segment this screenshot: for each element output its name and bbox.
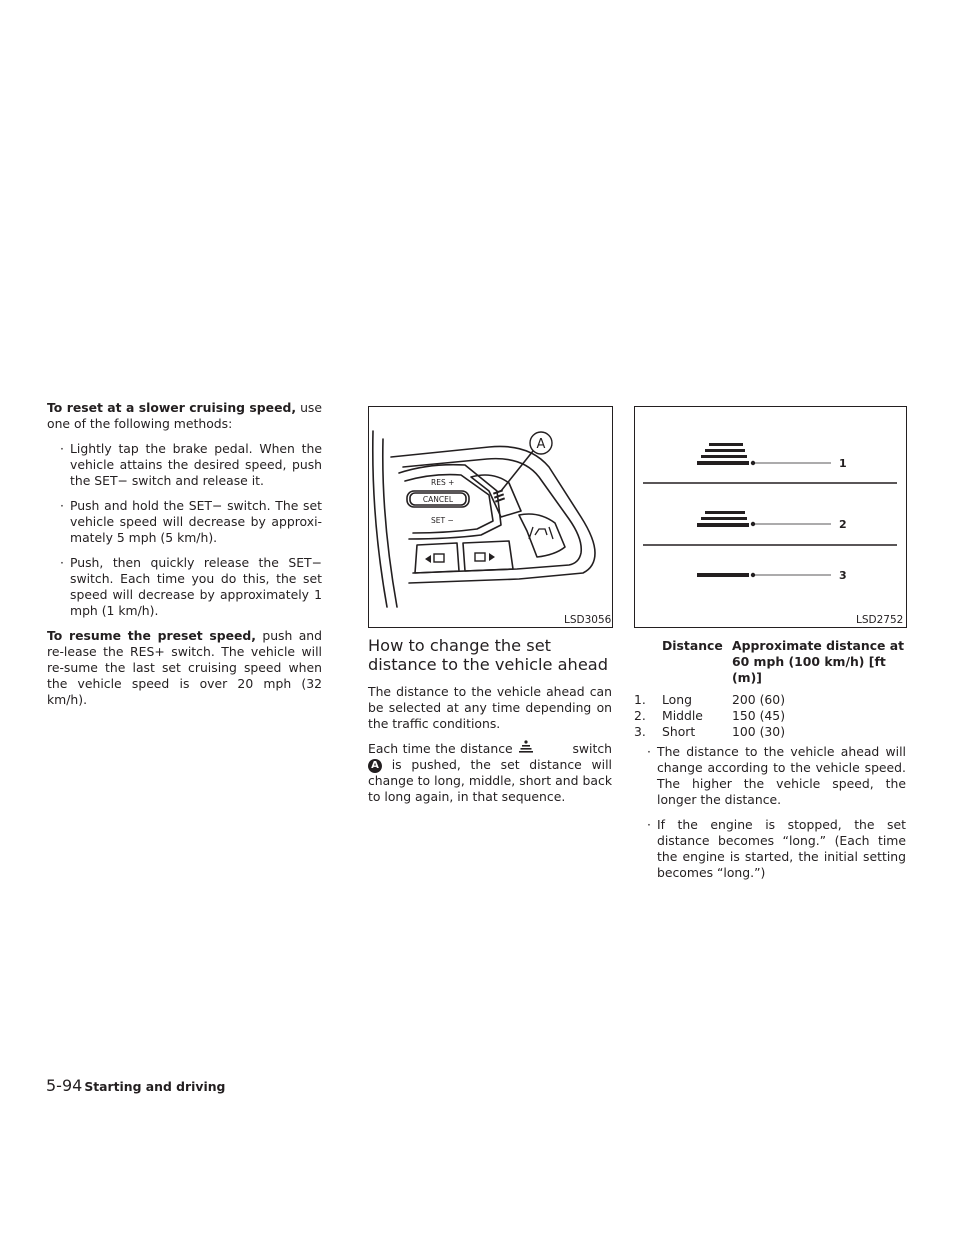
bullet-text: Push and hold the SET− switch. The set vehicle speed will decrease by approxi-mately 5 mph (5 km/h).	[70, 498, 322, 545]
display-right-icon	[475, 553, 495, 561]
reset-slower-text: use one of the following methods:	[47, 400, 323, 431]
table-row	[634, 692, 906, 708]
page-footer	[46, 1076, 225, 1095]
bullet-mark: ·	[60, 555, 64, 570]
bullet-item	[47, 498, 322, 546]
bullet-mark: ·	[60, 498, 64, 513]
figure-code: LSD3056	[564, 614, 612, 626]
column-right	[634, 638, 906, 890]
distance-icon	[517, 740, 535, 754]
marker-long: 1	[839, 457, 847, 470]
resume-preset-heading: To resume the preset speed,	[47, 628, 257, 643]
bullet-item	[47, 555, 322, 619]
distance-switch-icon	[493, 489, 505, 502]
switch-text-b: switch	[572, 741, 612, 756]
paragraph-distance-select: The distance to the vehicle ahead can be selected at any time depending on the traffic conditions.	[368, 684, 612, 731]
bullet-item	[634, 744, 906, 808]
section-heading: How to change the set distance to the vehicle ahead	[368, 636, 608, 674]
row-number: 3.	[634, 724, 646, 739]
figure-distance-levels	[634, 406, 907, 628]
row-name: Middle	[662, 708, 703, 723]
reset-slower-heading: To reset at a slower cruising speed,	[47, 400, 297, 415]
column-middle	[368, 636, 612, 814]
marker-middle: 2	[839, 518, 847, 531]
figure-code: LSD2752	[856, 614, 904, 626]
column-left	[47, 400, 322, 717]
row-value: 100 (30)	[732, 724, 786, 739]
table-row	[634, 724, 906, 740]
page-number: 5-94	[46, 1076, 83, 1095]
distance-table	[634, 638, 906, 740]
bullet-mark: ·	[60, 441, 64, 456]
bullet-text: Push, then quickly release the SET− switch. Each time you do this, the set speed will decrease by approximately 1 mph (1 km/h).	[70, 555, 322, 618]
table-header-distance: Distance	[662, 638, 723, 653]
row-number: 2.	[634, 708, 646, 723]
marker-short: 3	[839, 569, 847, 582]
paragraph-resume-preset	[47, 628, 322, 708]
paragraph-distance-switch	[368, 741, 612, 805]
display-left-icon	[425, 554, 444, 563]
row-value: 200 (60)	[732, 692, 786, 707]
bullet-mark: ·	[647, 817, 651, 832]
bullet-mark: ·	[647, 744, 651, 759]
bullet-text: The distance to the vehicle ahead will change according to the vehicle speed. The higher the vehicle speed, the longer the distance.	[657, 744, 906, 807]
row-number: 1.	[634, 692, 646, 707]
row-name: Short	[662, 724, 696, 739]
distance-levels-illustration	[635, 407, 906, 627]
bullet-text: If the engine is stopped, the set distance becomes “long.” (Each time the engine is started, the initial setting becomes “long.”)	[657, 817, 906, 880]
res-label: RES +	[431, 478, 455, 487]
row-value: 150 (45)	[732, 708, 786, 723]
switch-text-a: Each time the distance	[368, 741, 513, 756]
figure-steering-switch	[368, 406, 613, 628]
bullet-text: Lightly tap the brake pedal. When the vehicle attains the desired speed, push the SET− switch and release it.	[70, 441, 322, 488]
callout-a-label: A	[536, 437, 546, 452]
cancel-label: CANCEL	[422, 495, 454, 504]
callout-a-icon: A	[368, 759, 382, 773]
bullet-item	[47, 441, 322, 489]
table-header-approx: Approximate distance at 60 mph (100 km/h) [ft (m)]	[732, 638, 905, 685]
table-header-row	[634, 638, 906, 686]
bullet-item	[634, 817, 906, 881]
table-row	[634, 708, 906, 724]
section-title: Starting and driving	[84, 1079, 226, 1094]
switch-text-c: is pushed, the set distance will change to long, middle, short and back to long again, in that sequence.	[368, 757, 612, 804]
resume-preset-text: push and re-lease the RES+ switch. The vehicle will re-sume the last set cruising speed when the vehicle speed is over 20 mph (32 km/h).	[47, 628, 323, 707]
steering-switch-illustration	[369, 407, 612, 627]
set-label: SET −	[431, 516, 454, 525]
row-name: Long	[662, 692, 692, 707]
lane-assist-icon	[529, 527, 553, 539]
paragraph-reset-slower	[47, 400, 322, 432]
